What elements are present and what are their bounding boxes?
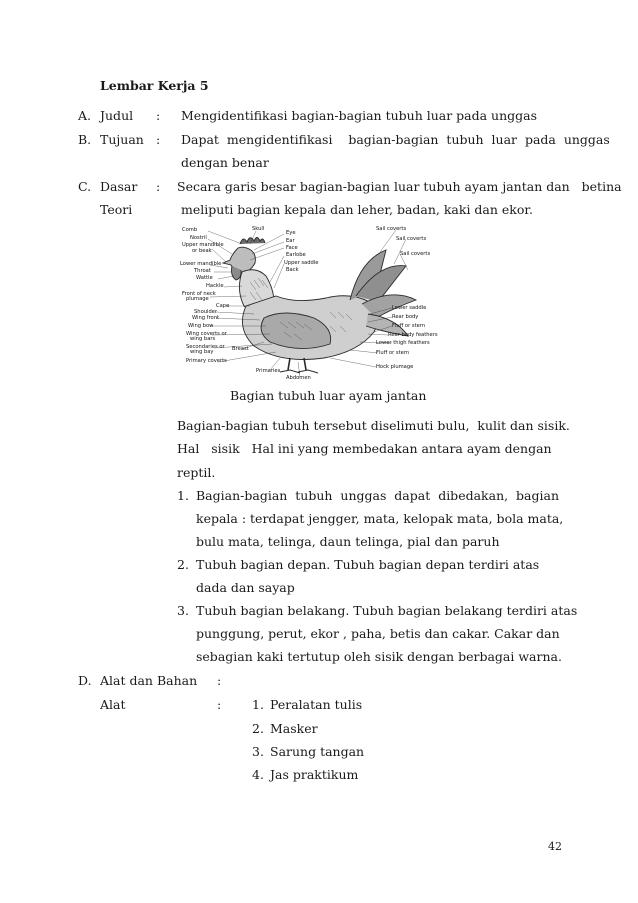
label-sail-coverts-1: Sail coverts <box>376 226 407 232</box>
worksheet-title: Lembar Kerja 5 <box>100 78 209 93</box>
point-3-line-3: sebagian kaki tertutup oleh sisik dengan berbagai warna. <box>196 649 562 664</box>
section-c-label-2: Teori <box>100 202 133 217</box>
label-earlobe: Earlobe <box>286 252 306 258</box>
label-lower-mandible: Lower mandible <box>180 261 222 267</box>
section-c-label-1: Dasar <box>100 179 138 194</box>
label-wattle: Wattle <box>196 275 213 281</box>
label-hackle: Hackle <box>206 283 224 289</box>
label-eye: Eye <box>286 230 296 236</box>
section-b-line1: Dapat mengidentifikasi bagian-bagian tubuh luar pada unggas <box>181 132 610 147</box>
point-1-line-1: Bagian-bagian tubuh unggas dapat dibedakan, bagian <box>196 488 559 503</box>
label-front-of-neck: Front of neck <box>182 291 216 297</box>
point-2-line-2: dada dan sayap <box>196 580 295 595</box>
label-back: Back <box>286 267 299 273</box>
point-1-line-3: bulu mata, telinga, daun telinga, pial dan paruh <box>196 534 500 549</box>
figure-caption: Bagian tubuh luar ayam jantan <box>230 388 427 403</box>
alat-item-4-number: 4. <box>252 767 264 782</box>
section-b-colon: : <box>156 132 161 147</box>
label-fluff-or-stern-1: Fluff or stern <box>392 323 426 329</box>
label-nostril: Nostril <box>190 235 207 241</box>
section-b-marker: B. <box>78 132 92 147</box>
point-2-number: 2. <box>177 557 189 572</box>
alat-item-3: Sarung tangan <box>270 744 365 759</box>
point-1-line-2: kepala : terdapat jengger, mata, kelopak mata, bola mata, <box>196 511 564 526</box>
point-3-number: 3. <box>177 603 189 618</box>
point-3-line-1: Tubuh bagian belakang. Tubuh bagian belakang terdiri atas <box>196 603 578 618</box>
section-c-line1: Secara garis besar bagian-bagian luar tubuh ayam jantan dan betina <box>177 179 622 194</box>
alat-colon: : <box>217 697 222 712</box>
label-sail-coverts-3: Sail coverts <box>400 251 431 257</box>
point-1-number: 1. <box>177 488 189 503</box>
body-line-1: Bagian-bagian tubuh tersebut diselimuti bulu, kulit dan sisik. <box>177 418 570 433</box>
label-primaries: Primaries <box>256 368 281 374</box>
label-wing-front: Wing front <box>192 315 220 321</box>
label-lower-thigh-feathers: Lower thigh feathers <box>376 340 430 346</box>
label-breast: Breast <box>232 346 249 352</box>
label-hock-plumage: Hock plumage <box>376 364 414 370</box>
alat-item-1: Peralatan tulis <box>270 697 363 712</box>
rooster-anatomy-figure <box>180 222 438 380</box>
section-a-label: Judul <box>100 108 134 123</box>
section-d-colon: : <box>217 673 222 688</box>
section-c-marker: C. <box>78 179 92 194</box>
alat-item-2: Masker <box>270 721 318 736</box>
label-rear-body: Rear body <box>392 314 419 320</box>
label-wing-bars: wing bars <box>190 336 216 342</box>
label-or-beak: or beak <box>192 248 212 254</box>
point-3-line-2: punggung, perut, ekor , paha, betis dan cakar. Cakar dan <box>196 626 560 641</box>
alat-item-1-number: 1. <box>252 697 264 712</box>
section-b-line2: dengan benar <box>181 155 269 170</box>
section-c-colon: : <box>156 179 161 194</box>
alat-item-2-number: 2. <box>252 721 264 736</box>
section-c-line2: meliputi bagian kepala dan leher, badan, kaki dan ekor. <box>181 202 533 217</box>
label-lower-saddle: Lower saddle <box>392 305 427 311</box>
alat-item-3-number: 3. <box>252 744 264 759</box>
page-number: 42 <box>548 840 562 853</box>
label-secondaries: Secondaries or <box>186 344 225 350</box>
body-line-2: Hal sisik Hal ini yang membedakan antara ayam dengan <box>177 441 552 456</box>
section-d-label: Alat dan Bahan <box>100 673 198 688</box>
label-rear-body-feathers: Rear body feathers <box>388 332 438 338</box>
point-2-line-1: Tubuh bagian depan. Tubuh bagian depan terdiri atas <box>196 557 540 572</box>
label-upper-mandible: Upper mandible <box>182 242 224 248</box>
label-primary-coverts: Primary coverts <box>186 358 227 364</box>
alat-label: Alat <box>100 697 126 712</box>
section-a-marker: A. <box>78 108 92 123</box>
label-cape: Cape <box>216 303 230 309</box>
label-fluff-or-stern-2: Fluff or stern <box>376 350 410 356</box>
label-plumage: plumage <box>186 296 209 302</box>
alat-item-4: Jas praktikum <box>270 767 359 782</box>
label-wing-bow: Wing bow <box>188 323 214 329</box>
label-sail-coverts-2: Sail coverts <box>396 236 427 242</box>
section-a-text: Mengidentifikasi bagian-bagian tubuh luar pada unggas <box>181 108 538 123</box>
section-a-colon: : <box>156 108 161 123</box>
label-comb: Comb <box>182 227 198 233</box>
section-d-marker: D. <box>78 673 92 688</box>
body-line-3: reptil. <box>177 465 216 480</box>
label-abdomen: Abdomen <box>286 375 311 380</box>
label-upper-saddle: Upper saddle <box>284 260 319 266</box>
label-face: Face <box>286 245 298 251</box>
label-ear: Ear <box>286 238 295 244</box>
section-b-label: Tujuan <box>100 132 144 147</box>
rooster-illustration <box>180 222 438 380</box>
label-shoulder: Shoulder <box>194 309 218 315</box>
label-wing-bay: wing bay <box>190 349 214 355</box>
label-throat: Throat <box>194 268 211 274</box>
label-skull: Skull <box>252 226 265 232</box>
label-wing-coverts: Wing coverts or <box>186 331 227 337</box>
